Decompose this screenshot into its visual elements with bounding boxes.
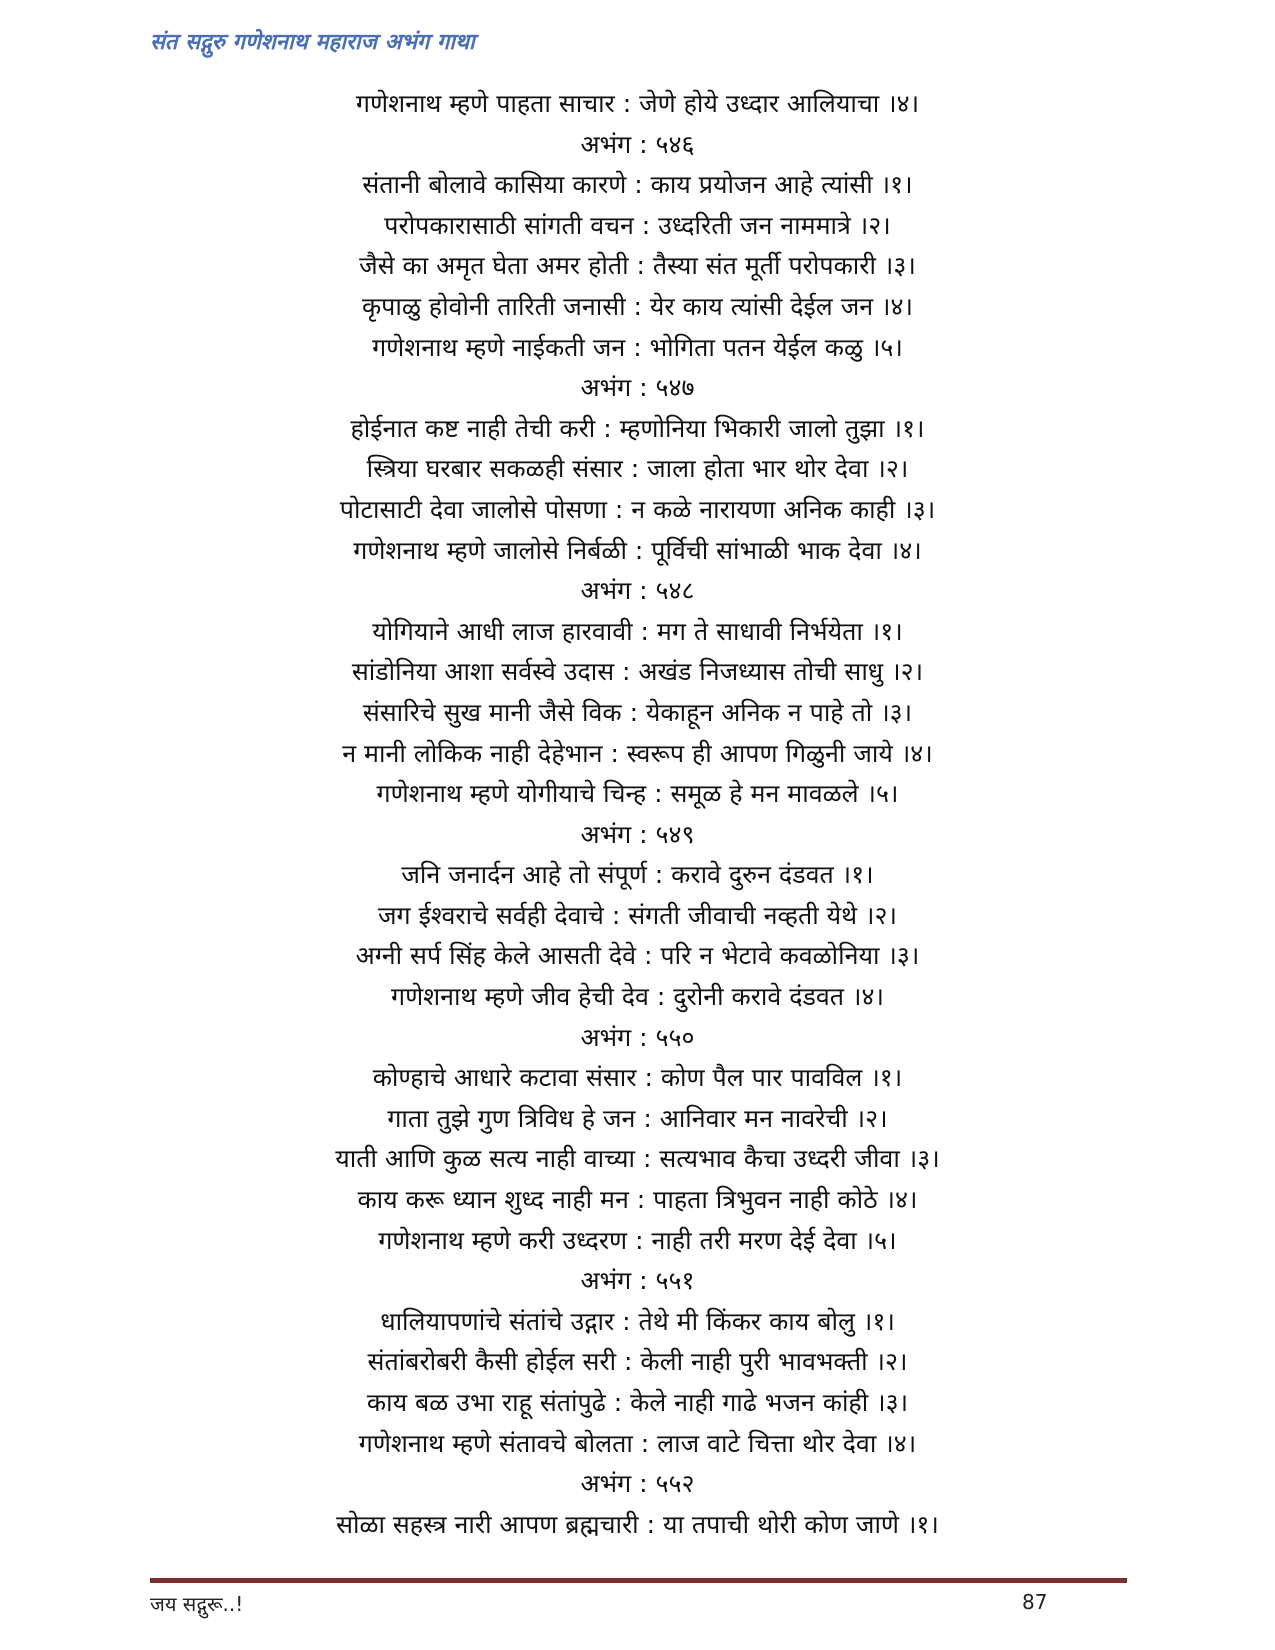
verse-line: काय करू ध्यान शुध्द नाही मन : पाहता त्रिभुवन नाही कोठे ।४। bbox=[357, 1185, 918, 1215]
verse-line: कृपाळु होवोनी तारिती जनासी : येर काय त्यांसी देईल जन ।४। bbox=[361, 291, 914, 321]
abhang-heading: अभंग : ५५० bbox=[580, 1022, 695, 1052]
verse-line: न मानी लोकिक नाही देहेभान : स्वरूप ही आपण गिळुनी जाये ।४। bbox=[342, 738, 933, 768]
verse-line: गणेशनाथ म्हणे जालोसे निर्बळी : पूर्विची सांभाळी भाक देवा ।४। bbox=[353, 535, 922, 565]
verse-line: जैसे का अमृत घेता अमर होती : तैस्या संत मूर्ती परोपकारी ।३। bbox=[359, 251, 916, 281]
verse-line: काय बळ उभा राहू संतांपुढे : केले नाही गाढे भजन कांही ।३। bbox=[366, 1388, 909, 1417]
abhang-heading: अभंग : ५५१ bbox=[580, 1266, 695, 1296]
verse-line: गणेशनाथ म्हणे संतावचे बोलता : लाज वाटे चित्ता थोर देवा ।४। bbox=[358, 1428, 917, 1458]
verse-line: संसारिचे सुख मानी जैसे विक : येकाहून अनिक न पाहे तो ।३। bbox=[362, 697, 913, 727]
page-number: 87 bbox=[1022, 1590, 1048, 1614]
abhang-heading: अभंग : ५४६ bbox=[580, 129, 695, 159]
verse-line: स्त्रिया घरबार सकळही संसार : जाला होता भार थोर देवा ।२। bbox=[366, 454, 909, 484]
footer-rule bbox=[150, 1578, 1127, 1583]
verse-line: गणेशनाथ म्हणे पाहता साचार : जेणे होये उध्दार आलियाचा ।४। bbox=[355, 89, 920, 118]
abhang-heading: अभंग : ५४८ bbox=[580, 576, 695, 606]
verse-line: योगियाने आधी लाज हारवावी : मग ते साधावी निर्भयेता ।१। bbox=[372, 616, 903, 646]
verse-line: जनि जनार्दन आहे तो संपूर्ण : करावे दुरुन दंडवत ।१। bbox=[401, 860, 874, 890]
verse-line: सोळा सहस्त्र नारी आपण ब्रह्मचारी : या तपाची थोरी कोण जाणे ।१। bbox=[336, 1509, 939, 1539]
verse-line: पोटासाटी देवा जालोसे पोसणा : न कळे नारायणा अनिक काही ।३। bbox=[339, 494, 936, 524]
footer-salutation: जय सद्गुरू..! bbox=[150, 1592, 244, 1616]
verse-line: गणेशनाथ म्हणे नाईकती जन : भोगिता पतन येईल कळु ।५। bbox=[372, 332, 903, 362]
verse-line: धालियापणांचे संतांचे उद्गार : तेथे मी किंकर काय बोलु ।१। bbox=[380, 1306, 895, 1336]
verse-line: कोण्हाचे आधारे कटावा संसार : कोण पैल पार पावविल ।१। bbox=[372, 1063, 903, 1093]
verse-line: गाता तुझे गुण त्रिविध हे जन : आनिवार मन नावरेची ।२। bbox=[387, 1103, 888, 1133]
abhang-heading: अभंग : ५४९ bbox=[580, 819, 695, 849]
verse-line: गणेशनाथ म्हणे जीव हेची देव : दुरोनी करावे दंडवत ।४। bbox=[391, 982, 884, 1012]
verse-line: परोपकारासाठी सांगती वचन : उध्दरिती जन नाममात्रे ।२। bbox=[384, 210, 891, 240]
verse-line: संतांबरोबरी कैसी होईल सरी : केली नाही पुरी भावभक्ती ।२। bbox=[367, 1347, 908, 1377]
verse-line: गणेशनाथ म्हणे करी उध्दरण : नाही तरी मरण देई देवा ।५। bbox=[378, 1225, 897, 1255]
verse-line: गणेशनाथ म्हणे योगीयाचे चिन्ह : समूळ हे मन मावळले ।५। bbox=[376, 779, 899, 809]
abhang-heading: अभंग : ५४७ bbox=[580, 373, 695, 403]
abhang-heading: अभंग : ५५२ bbox=[580, 1469, 695, 1499]
verse-line: संतानी बोलावे कासिया कारणे : काय प्रयोजन आहे त्यांसी ।१। bbox=[362, 170, 913, 200]
abhang-text-block bbox=[100, 84, 1175, 1545]
verse-line: जग ईश्वराचे सर्वही देवाचे : संगती जीवाची नव्हती येथे ।२। bbox=[378, 900, 897, 930]
verse-line: याती आणि कुळ सत्य नाही वाच्या : सत्यभाव कैचा उध्दरी जीवा ।३। bbox=[335, 1144, 940, 1174]
verse-line: अग्नी सर्प सिंह केले आसती देवे : परि न भेटावे कवळोनिया ।३। bbox=[355, 941, 920, 971]
verse-line: होईनात कष्ट नाही तेची करी : म्हणोनिया भिकारी जालो तुझा ।१। bbox=[350, 413, 925, 443]
running-header: संत सद्गुरु गणेशनाथ महाराज अभंग गाथा bbox=[150, 30, 475, 55]
verse-line: सांडोनिया आशा सर्वस्वे उदास : अखंड निजध्यास तोची साधु ।२। bbox=[351, 657, 924, 687]
